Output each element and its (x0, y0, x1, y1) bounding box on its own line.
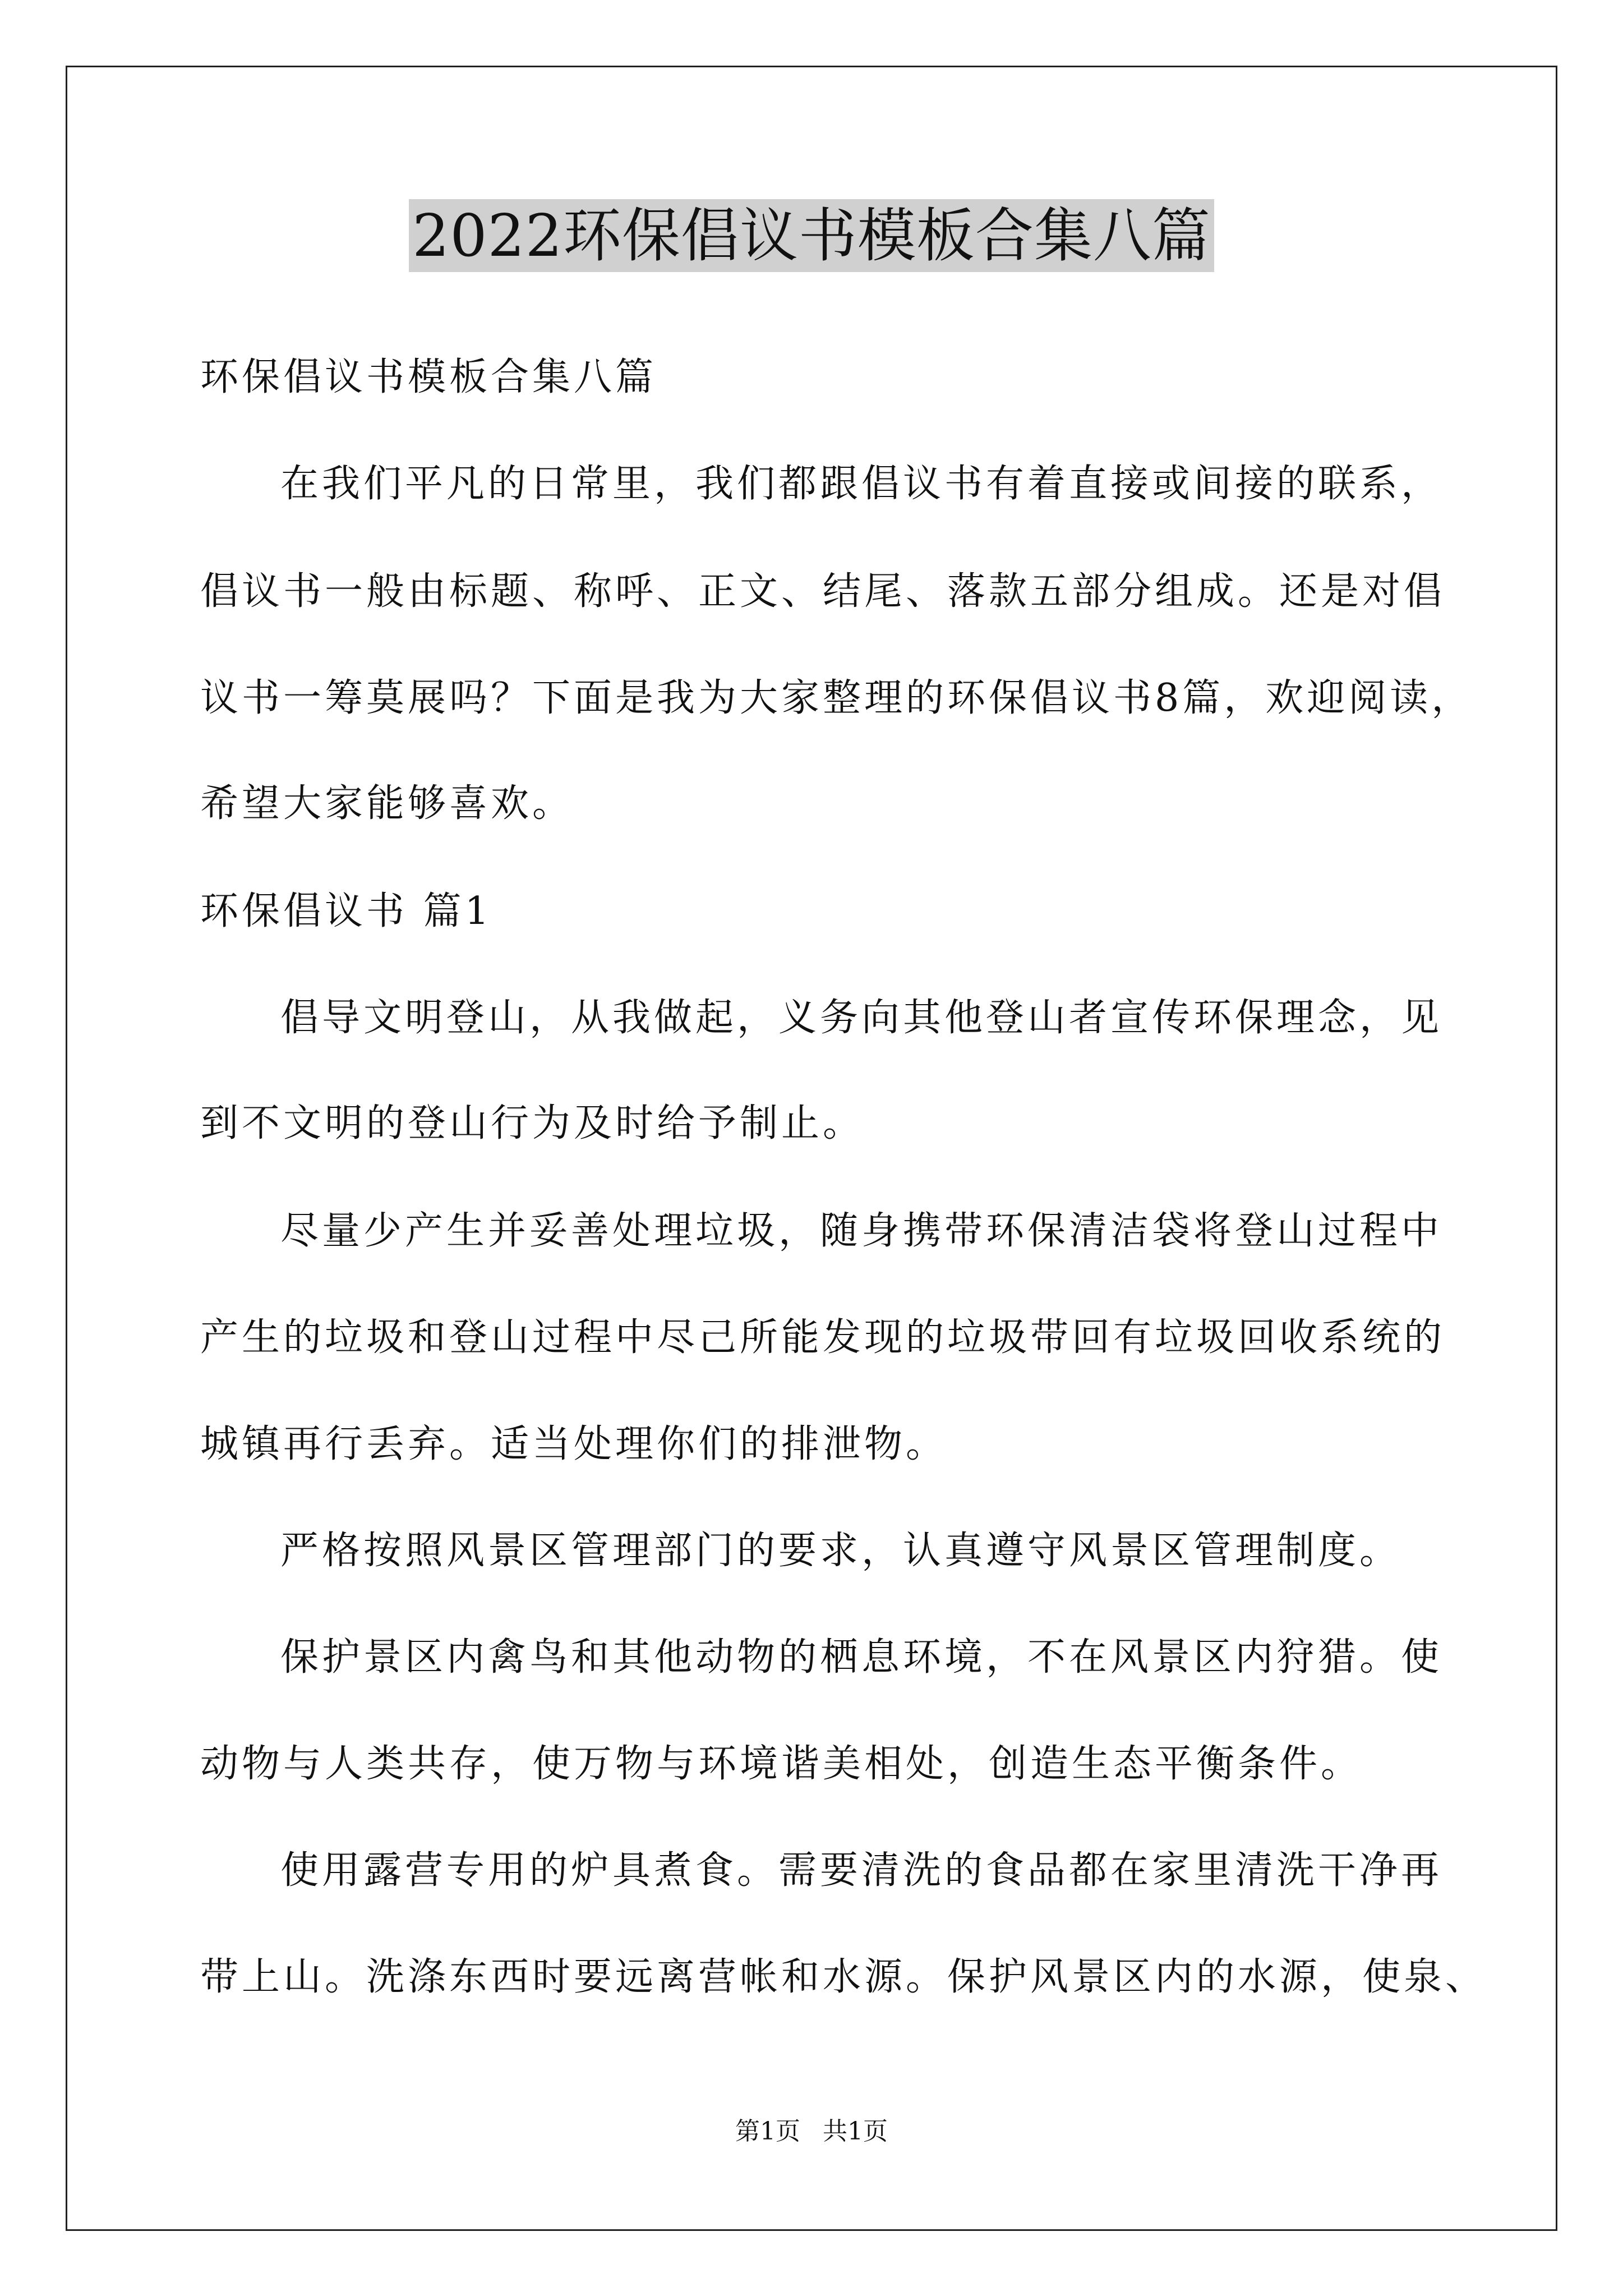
body-line: 在我们平凡的日常里，我们都跟倡议书有着直接或间接的联系， (280, 462, 1443, 506)
document-title: 2022环保倡议书模板合集八篇 (409, 199, 1214, 272)
page-footer (0, 2115, 1623, 2148)
body-line: 尽量少产生并妥善处理垃圾，随身携带环保清洁袋将登山过程中 (280, 1209, 1443, 1253)
body-line: 带上山。洗涤东西时要远离营帐和水源。保护风景区内的水源，使泉、 (200, 1955, 1487, 1999)
subtitle-line: 环保倡议书模板合集八篇 (200, 355, 657, 399)
body-line: 使用露营专用的炉具煮食。需要清洗的食品都在家里清洗干净再 (280, 1848, 1443, 1893)
body-line: 严格按照风景区管理部门的要求，认真遵守风景区管理制度。 (280, 1529, 1401, 1573)
page-number: 第1页 (735, 2117, 800, 2146)
body-line: 城镇再行丢弃。适当处理你们的排泄物。 (200, 1422, 948, 1466)
body-line: 动物与人类共存，使万物与环境谐美相处，创造生态平衡条件。 (200, 1742, 1363, 1786)
page-total: 共1页 (823, 2117, 888, 2146)
body-line: 到不文明的登山行为及时给予制止。 (200, 1101, 865, 1145)
body-line: 产生的垃圾和登山过程中尽己所能发现的垃圾带回有垃圾回收系统的 (200, 1315, 1446, 1360)
body-line: 倡导文明登山，从我做起，义务向其他登山者宣传环保理念，见 (280, 996, 1443, 1040)
body-line: 保护景区内禽鸟和其他动物的栖息环境，不在风景区内狩猎。使 (280, 1635, 1443, 1680)
body-line: 希望大家能够喜欢。 (200, 781, 574, 826)
title-container (0, 199, 1623, 272)
section-heading: 环保倡议书 篇1 (200, 889, 492, 933)
body-line: 议书一筹莫展吗？下面是我为大家整理的环保倡议书8篇，欢迎阅读， (200, 676, 1473, 720)
body-line: 倡议书一般由标题、称呼、正文、结尾、落款五部分组成。还是对倡 (200, 569, 1446, 614)
